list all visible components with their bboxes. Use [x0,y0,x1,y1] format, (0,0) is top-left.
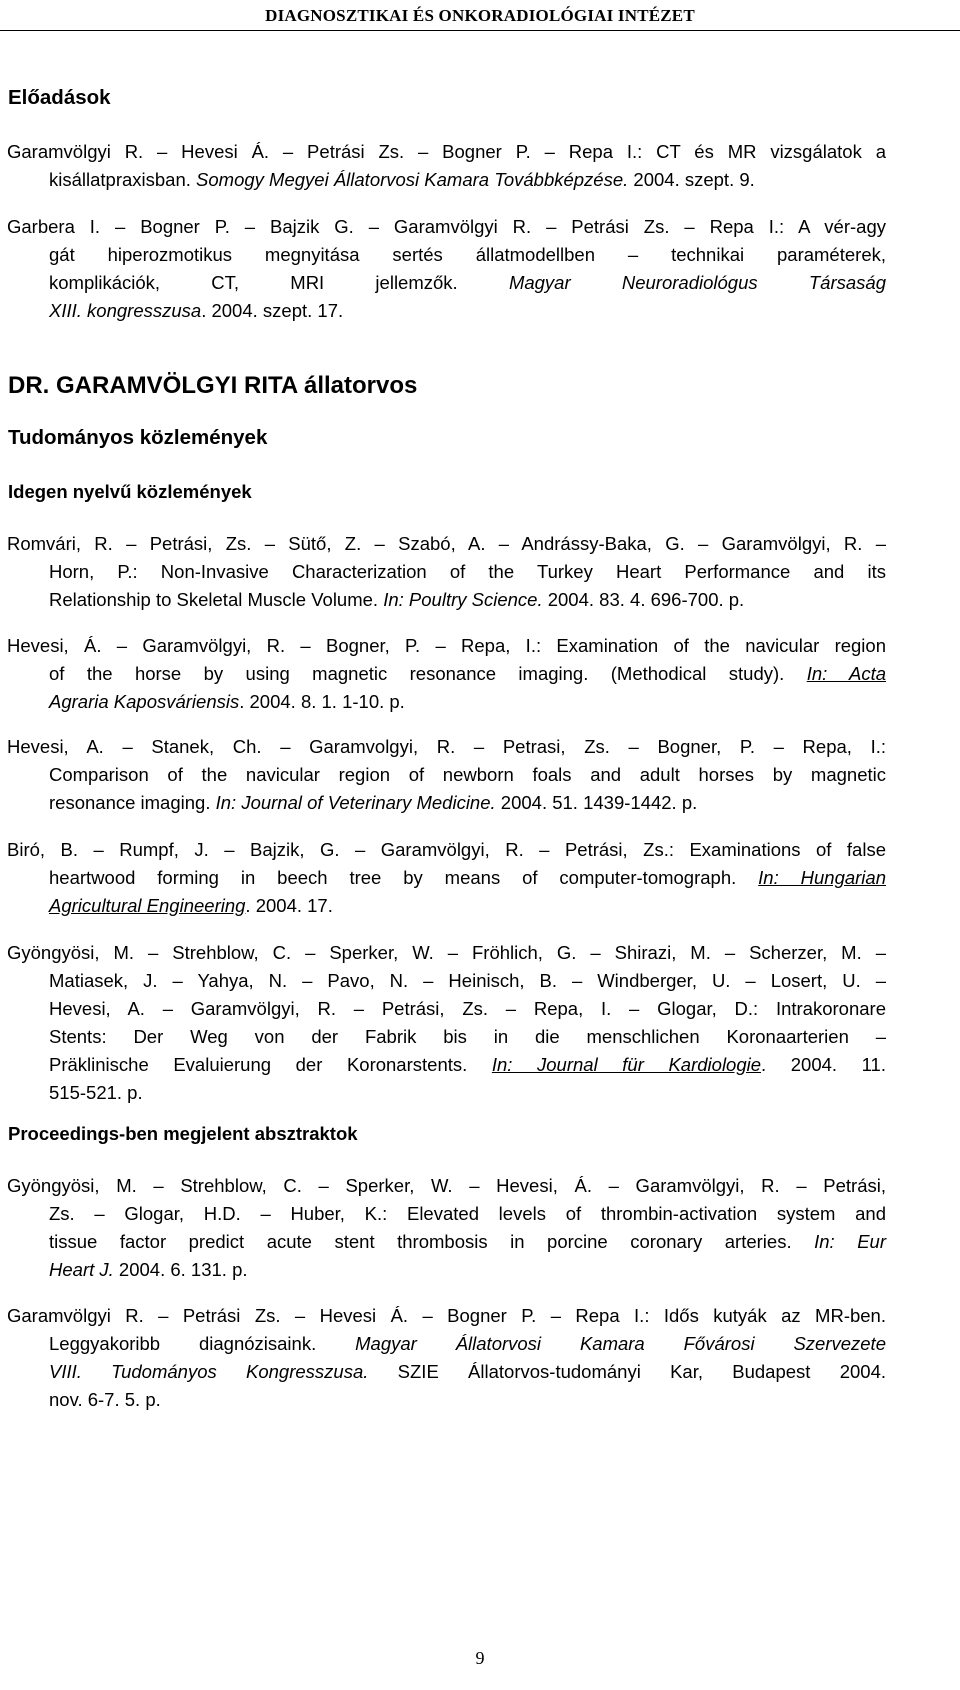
entry-line: Leggyakoribb diagnózisaink. Magyar Állatorvosi Kamara Fővárosi Szervezete [49,1333,886,1354]
header-rule [0,30,960,31]
section-heading-idegen: Idegen nyelvű közlemények [8,481,252,502]
page-number: 9 [475,1648,485,1668]
section-heading-proceedings: Proceedings-ben megjelent absztraktok [8,1123,358,1144]
entry-line: VIII. Tudományos Kongresszusa. SZIE Állatorvos-tudományi Kar, Budapest 2004. [49,1361,886,1382]
entry-line: Relationship to Skeletal Muscle Volume. In: Poultry Science. 2004. 83. 4. 696-700. p. [49,589,745,610]
publication-entry [8,530,886,614]
entry-line: nov. 6-7. 5. p. [49,1389,161,1410]
entry-line: Heart J. 2004. 6. 131. p. [49,1259,248,1280]
entry-line: Romvári, R. – Petrási, Zs. – Sütő, Z. – Szabó, A. – Andrássy-Baka, G. – Garamvölgyi, R. – [7,533,886,554]
running-header: DIAGNOSZTIKAI ÉS ONKORADIOLÓGIAI INTÉZET [265,6,695,25]
entry-line: Stents: Der Weg von der Fabrik bis in die menschlichen Koronaarterien – [49,1026,886,1047]
entry-line: Zs. – Glogar, H.D. – Huber, K.: Elevated levels of thrombin-activation system and [49,1203,886,1224]
publication-entry [8,632,886,716]
entry-line: Garamvölgyi R. – Hevesi Á. – Petrási Zs. – Bogner P. – Repa I.: CT és MR vizsgálatok a [7,141,886,162]
entry-line: Comparison of the navicular region of newborn foals and adult horses by magnetic [49,764,886,785]
entry-line: Agraria Kaposváriensis. 2004. 8. 1. 1-10. p. [49,691,405,712]
abstract-entry [8,1302,886,1414]
lecture-entry [8,213,886,325]
section-heading-tudomanyos: Tudományos közlemények [8,426,268,449]
entry-line: of the horse by using magnetic resonance imaging. (Methodical study). In: Acta [49,663,887,684]
lecture-entry [8,138,886,194]
entry-line: tissue factor predict acute stent thrombosis in porcine coronary arteries. In: Eur [49,1231,886,1252]
section-heading-eloadasok: Előadások [8,86,111,109]
entry-line: 515-521. p. [49,1082,143,1103]
entry-line: Agricultural Engineering. 2004. 17. [49,895,333,916]
entry-line: Gyöngyösi, M. – Strehblow, C. – Sperker, W. – Fröhlich, G. – Shirazi, M. – Scherzer, M. – [7,942,886,963]
publication-entry [8,939,886,1107]
entry-line: kisállatpraxisban. Somogy Megyei Állatorvosi Kamara Továbbképzése. 2004. szept. 9. [49,169,755,190]
entry-line: komplikációk, CT, MRI jellemzők. Magyar Neuroradiológus Társaság [49,272,886,293]
entry-line: Horn, P.: Non-Invasive Characterization of the Turkey Heart Performance and its [49,561,886,582]
publication-entry [8,733,886,817]
entry-line: Garamvölgyi R. – Petrási Zs. – Hevesi Á. – Bogner P. – Repa I.: Idős kutyák az MR-ben. [7,1305,886,1326]
entry-line: heartwood forming in beech tree by means of computer-tomograph. In: Hungarian [49,867,886,888]
entry-line: Garbera I. – Bogner P. – Bajzik G. – Garamvölgyi R. – Petrási Zs. – Repa I.: A vér-agy [7,216,886,237]
entry-line: gát hiperozmotikus megnyitása sertés állatmodellben – technikai paraméterek, [49,244,886,265]
publication-entry [8,836,886,920]
entry-line: Hevesi, Á. – Garamvölgyi, R. – Bogner, P. – Repa, I.: Examination of the navicular region [7,635,886,656]
entry-line: Hevesi, A. – Stanek, Ch. – Garamvolgyi, R. – Petrasi, Zs. – Bogner, P. – Repa, I.: [7,736,886,757]
entry-line: resonance imaging. In: Journal of Veterinary Medicine. 2004. 51. 1439-1442. p. [49,792,698,813]
entry-line: Matiasek, J. – Yahya, N. – Pavo, N. – Heinisch, B. – Windberger, U. – Losert, U. – [49,970,886,991]
entry-line: Hevesi, A. – Garamvölgyi, R. – Petrási, Zs. – Repa, I. – Glogar, D.: Intrakoronare [49,998,886,1019]
entry-line: XIII. kongresszusa. 2004. szept. 17. [49,300,344,321]
person-title: DR. GARAMVÖLGYI RITA állatorvos [8,372,418,399]
entry-line: Präklinische Evaluierung der Koronarstents. In: Journal für Kardiologie. 2004. 11. [49,1054,886,1075]
entry-line: Biró, B. – Rumpf, J. – Bajzik, G. – Garamvölgyi, R. – Petrási, Zs.: Examinations of false [7,839,886,860]
entry-line: Gyöngyösi, M. – Strehblow, C. – Sperker, W. – Hevesi, Á. – Garamvölgyi, R. – Petrási, [7,1175,886,1196]
abstract-entry [8,1172,886,1284]
